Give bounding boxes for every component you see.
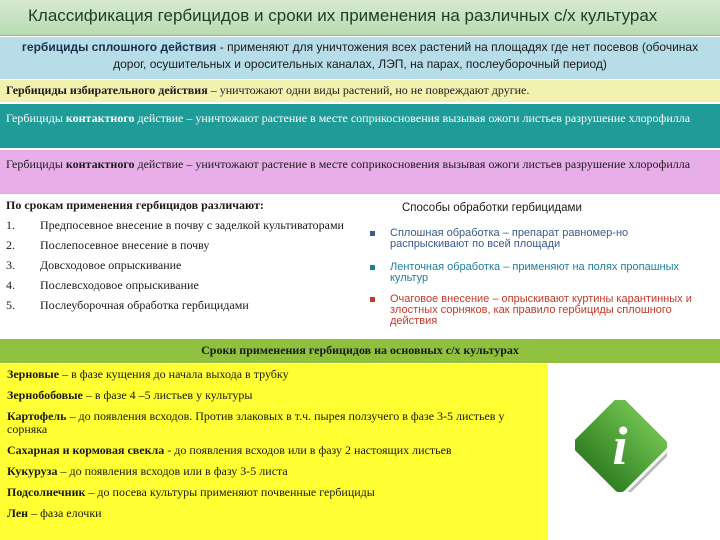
crop-text: - до появления всходов или в фазу 2 настоящих листьев [164,443,452,457]
crop-row [7,465,540,478]
treatment-methods-title: Способы обработки гербицидами [402,202,582,214]
method-item-solid [370,228,710,250]
crop-name: Картофель [7,409,67,423]
title-bar [0,0,720,36]
crop-text: – фаза елочки [28,506,102,520]
list-item [6,295,394,315]
crop-row [7,444,540,457]
crop-row [7,486,540,499]
info-icon [575,400,667,492]
bullet-icon [370,265,375,270]
crop-text: – до появления всходов или в фазу 3-5 листа [57,464,288,478]
list-item-number: 5. [6,298,15,312]
list-item [6,275,394,295]
list-item-text: Предпосевное внесение в почву с заделкой культиваторами [40,218,344,232]
method-item-spot [370,294,710,327]
method-item-text: Очаговое внесение – опрыскивают куртины карантинных и злостных сорняков, как правило гербициды сплошного действия [390,293,692,327]
solid-action-text: - применяют для уничтожения всех растений на площадях где нет посевов (обочинах дорог, осушительных и оросительных каналах, ЛЭП, на парах, послеуборочный период) [113,40,699,71]
list-item-text: Послепосевное внесение в почву [40,238,210,252]
list-item-number: 4. [6,278,15,292]
method-item-text: Сплошная обработка – препарат равномер-но распрыскивают по всей площади [390,227,629,250]
page-title: Классификация гербицидов и сроки их применения на различных с/х культурах [28,6,658,25]
info-icon-letter: i [612,416,628,476]
selective-action-text: – уничтожают одни виды растений, но не повреждают другие. [207,83,530,97]
bullet-icon [370,231,375,236]
contact-action-prefix: Гербициды [6,157,66,171]
info-icon-graphic [575,400,667,492]
crop-text: – до появления всходов. Против злаковых в т.ч. пырея ползучего в фазе 3-5 листьев у сорняка [7,409,505,436]
contact-action-text: действие – уничтожают растение в месте соприкосновения вызывая ожоги листьев разрушение хлорофилла [134,157,691,171]
solid-action-box [0,37,720,79]
crop-row [7,410,540,436]
application-terms-items [6,215,394,315]
application-terms-list [0,196,400,336]
contact-action-text: действие – уничтожают растение в месте соприкосновения вызывая ожоги листьев разрушение хлорофилла [134,111,691,125]
crop-name: Зернобобовые [7,388,83,402]
list-item-text: Послеуборочная обработка гербицидами [40,298,249,312]
list-item-text: Послевсходовое опрыскивание [40,278,199,292]
crop-row [7,368,540,381]
crops-list [0,364,548,540]
crop-text: – до посева культуры применяют почвенные гербициды [85,485,375,499]
solid-action-term: гербициды сплошного действия [21,40,217,54]
contact-action-box-pink [0,150,720,194]
list-item-number: 3. [6,258,15,272]
crop-row [7,507,540,520]
list-item-text: Довсходовое опрыскивание [40,258,182,272]
list-item [6,235,394,255]
application-terms-heading: По срокам применения гербицидов различают: [6,198,264,212]
method-item-text: Ленточная обработка – применяют на полях пропашных культур [390,261,680,284]
crop-name: Сахарная и кормовая свекла [7,443,165,457]
selective-action-term: Гербициды избирательного действия [6,83,208,97]
contact-action-term: контактного [65,111,135,125]
crop-name: Лен [7,506,29,520]
contact-action-term: контактного [65,157,135,171]
selective-action-box [0,80,720,102]
crop-text: – в фазе 4 –5 листьев у культуры [82,388,253,402]
treatment-methods [360,196,720,336]
crop-name: Подсолнечник [7,485,86,499]
crops-header [0,339,720,363]
list-item-number: 2. [6,238,15,252]
contact-action-prefix: Гербициды [6,111,66,125]
crop-name: Кукуруза [7,464,58,478]
list-item [6,215,394,235]
method-item-band [370,262,710,284]
crop-text: – в фазе кущения до начала выхода в трубку [59,367,289,381]
crop-row [7,389,540,402]
contact-action-box-teal [0,104,720,148]
crop-name: Зерновые [7,367,60,381]
list-item [6,255,394,275]
bullet-icon [370,297,375,302]
crops-header-text: Сроки применения гербицидов на основных с/х культурах [201,343,519,357]
list-item-number: 1. [6,218,15,232]
